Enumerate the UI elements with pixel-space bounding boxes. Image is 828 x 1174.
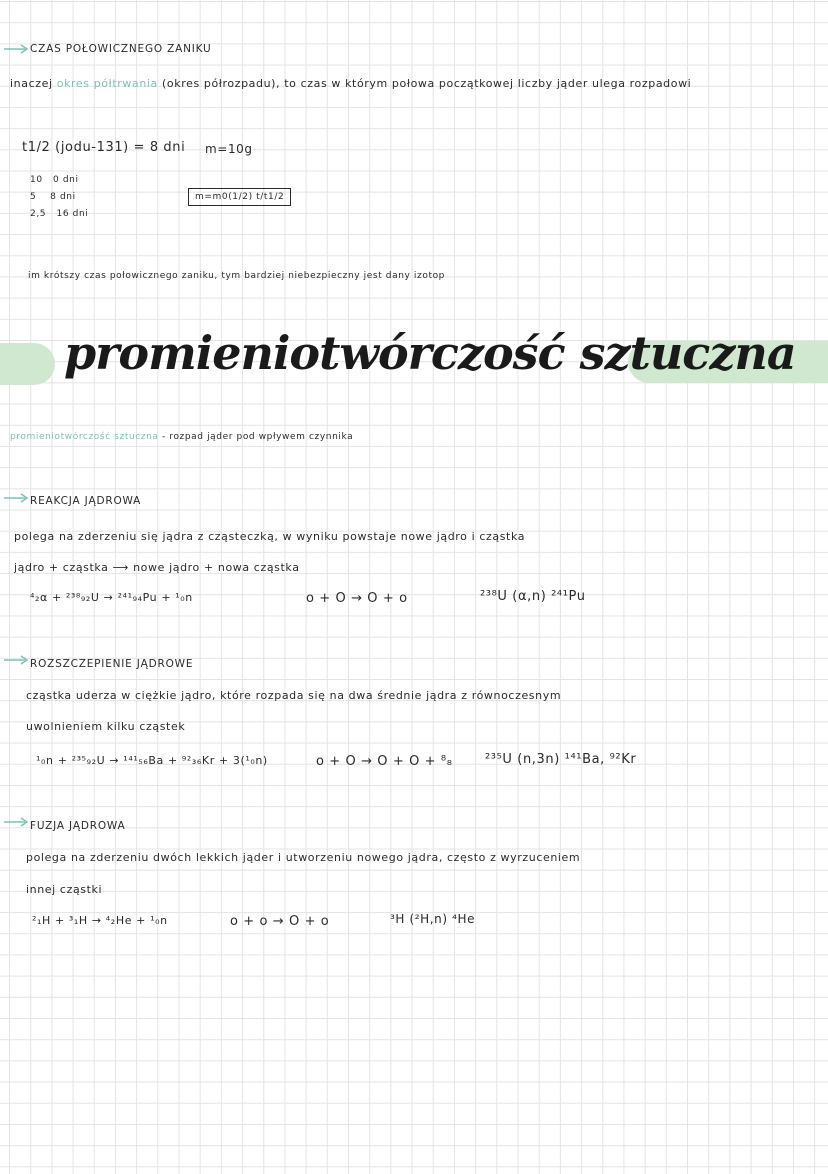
heading-arrow-icon (4, 493, 28, 503)
page-title: promieniotwórczość sztuczna (64, 326, 796, 380)
fusion-circles: o + o → O + o (230, 914, 330, 929)
heading-arrow-icon (4, 655, 28, 665)
half-life-definition (10, 77, 691, 90)
reaction-short-notation: ²³⁸U (α,n) ²⁴¹Pu (480, 589, 586, 604)
definition-term: okres półtrwania (56, 77, 158, 90)
title-band-left (0, 343, 55, 385)
decay-formula: m=m0(1/2) t/t1/2 (188, 188, 291, 206)
fission-short-notation: ²³⁵U (n,3n) ¹⁴¹Ba, ⁹²Kr (485, 752, 637, 767)
definition-rest: (okres półrozpadu), to czas w którym połowa początkowej liczby jąder ulega rozpadowi (162, 77, 692, 90)
reaction-description: polega na zderzeniu się jądra z cząsteczką, w wyniku powstaje nowe jądro i cząstka (14, 530, 526, 543)
section-heading-half-life: CZAS POŁOWICZNEGO ZANIKU (30, 43, 212, 55)
artificial-term: promieniotwórczość sztuczna (10, 432, 159, 442)
fusion-description-1: polega na zderzeniu dwóch lekkich jąder i utworzeniu nowego jądra, często z wyrzuceniem (26, 851, 581, 864)
definition-prefix: inaczej (10, 77, 53, 90)
heading-arrow-icon (4, 817, 28, 827)
heading-arrow-icon (4, 44, 28, 54)
fission-equation: ¹₀n + ²³⁵₉₂U → ¹⁴¹₅₆Ba + ⁹²₃₆Kr + 3(¹₀n) (36, 754, 268, 767)
section-heading-reaction: REAKCJA JĄDROWA (30, 495, 142, 507)
artificial-definition (10, 432, 353, 442)
artificial-rest: - rozpad jąder pod wpływem czynnika (162, 432, 354, 442)
section-heading-fusion: FUZJA JĄDROWA (30, 820, 126, 832)
fusion-equation: ²₁H + ³₁H → ⁴₂He + ¹₀n (32, 914, 168, 927)
decay-row: 5 8 dni (30, 192, 76, 202)
decay-row: 2,5 16 dni (30, 209, 89, 219)
decay-row: 10 0 dni (30, 175, 79, 185)
mass-value: m=10g (205, 142, 253, 156)
half-life-iodine: t1/2 (jodu-131) = 8 dni (22, 140, 186, 155)
fusion-description-2: innej cząstki (26, 883, 103, 896)
fusion-short-notation: ³H (²H,n) ⁴He (390, 912, 476, 926)
fission-description-2: uwolnieniem kilku cząstek (26, 720, 186, 733)
decay-table (30, 172, 88, 223)
fission-description-1: cząstka uderza w ciężkie jądro, które rozpada się na dwa średnie jądra z równoczesnym (26, 689, 562, 702)
reaction-circles: o + O → O + o (306, 591, 408, 606)
half-life-note: im krótszy czas połowicznego zaniku, tym bardziej niebezpieczny jest dany izotop (28, 271, 445, 281)
section-heading-fission: ROZSZCZEPIENIE JĄDROWE (30, 658, 194, 670)
reaction-equation: ⁴₂α + ²³⁸₉₂U → ²⁴¹₉₄Pu + ¹₀n (30, 591, 193, 604)
reaction-scheme: jądro + cząstka ⟶ nowe jądro + nowa cząstka (14, 561, 300, 574)
fission-circles: o + O → O + O + ⁸₈ (316, 754, 453, 769)
